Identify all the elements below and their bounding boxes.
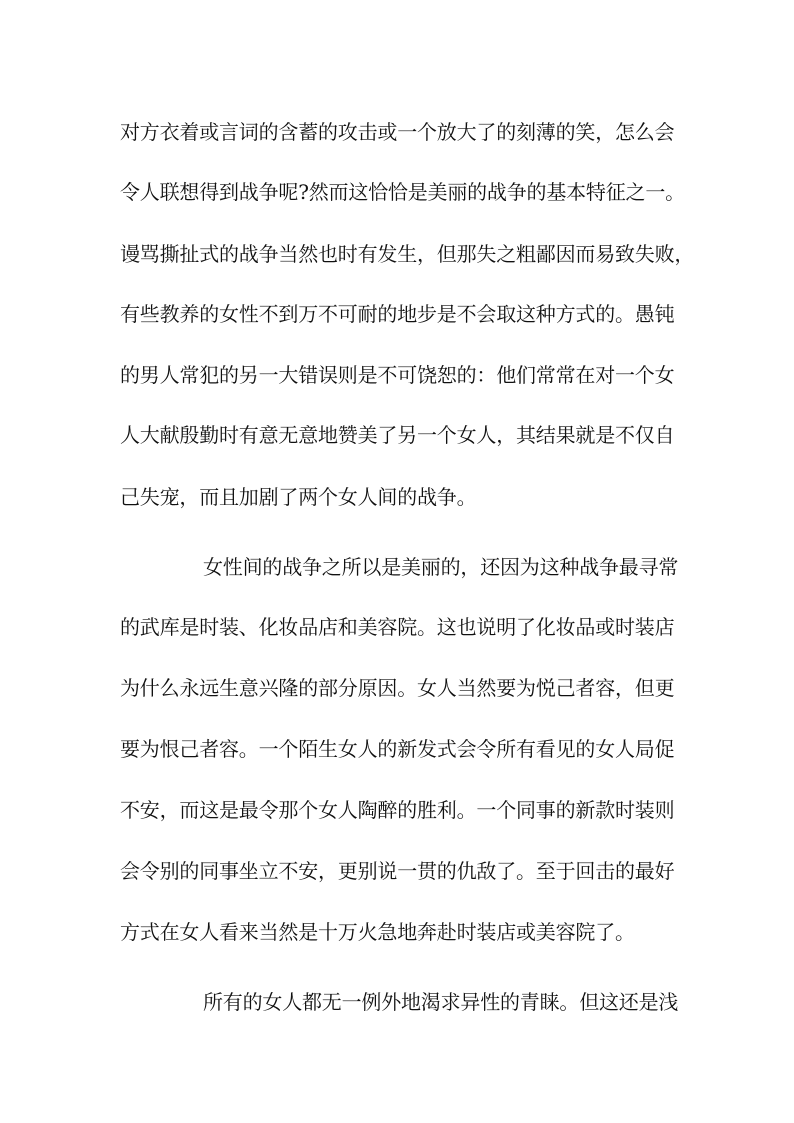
text-line: 谩骂撕扯式的战争当然也时有发生，但那失之粗鄙因而易致失败， [120,242,695,266]
text-line: 为什么永远生意兴隆的部分原因。女人当然要为悦己者容，但更 [120,676,675,700]
text-line: 人大献殷勤时有意无意地赞美了另一个女人，其结果就是不仅自 [120,423,675,447]
paragraph-first-line: 女性间的战争之所以是美丽的，还因为这种战争最寻常 [203,555,679,579]
text-line: 的武库是时装、化妆品店和美容院。这也说明了化妆品或时装店 [120,615,675,639]
text-line: 令人联想得到战争呢?然而这恰恰是美丽的战争的基本特征之一。 [120,180,685,204]
paragraph-first-line: 所有的女人都无一例外地渴求异性的青睐。但这还是浅 [203,990,679,1014]
text-line: 有些教养的女性不到万不可耐的地步是不会取这种方式的。愚钝 [120,302,675,326]
text-line: 对方衣着或言词的含蓄的攻击或一个放大了的刻薄的笑，怎么会 [120,120,675,144]
text-line: 会令别的同事坐立不安，更别说一贯的仇敌了。至于回击的最好 [120,859,675,883]
text-line: 的男人常犯的另一大错误则是不可饶恕的：他们常常在对一个女 [120,363,675,387]
text-line: 不安，而这是最令那个女人陶醉的胜利。一个同事的新款时装则 [120,798,675,822]
text-line: 方式在女人看来当然是十万火急地奔赴时装店或美容院了。 [120,920,635,944]
text-line: 己失宠，而且加剧了两个女人间的战争。 [120,485,477,509]
text-line: 要为恨己者容。一个陌生女人的新发式会令所有看见的女人局促 [120,737,675,761]
